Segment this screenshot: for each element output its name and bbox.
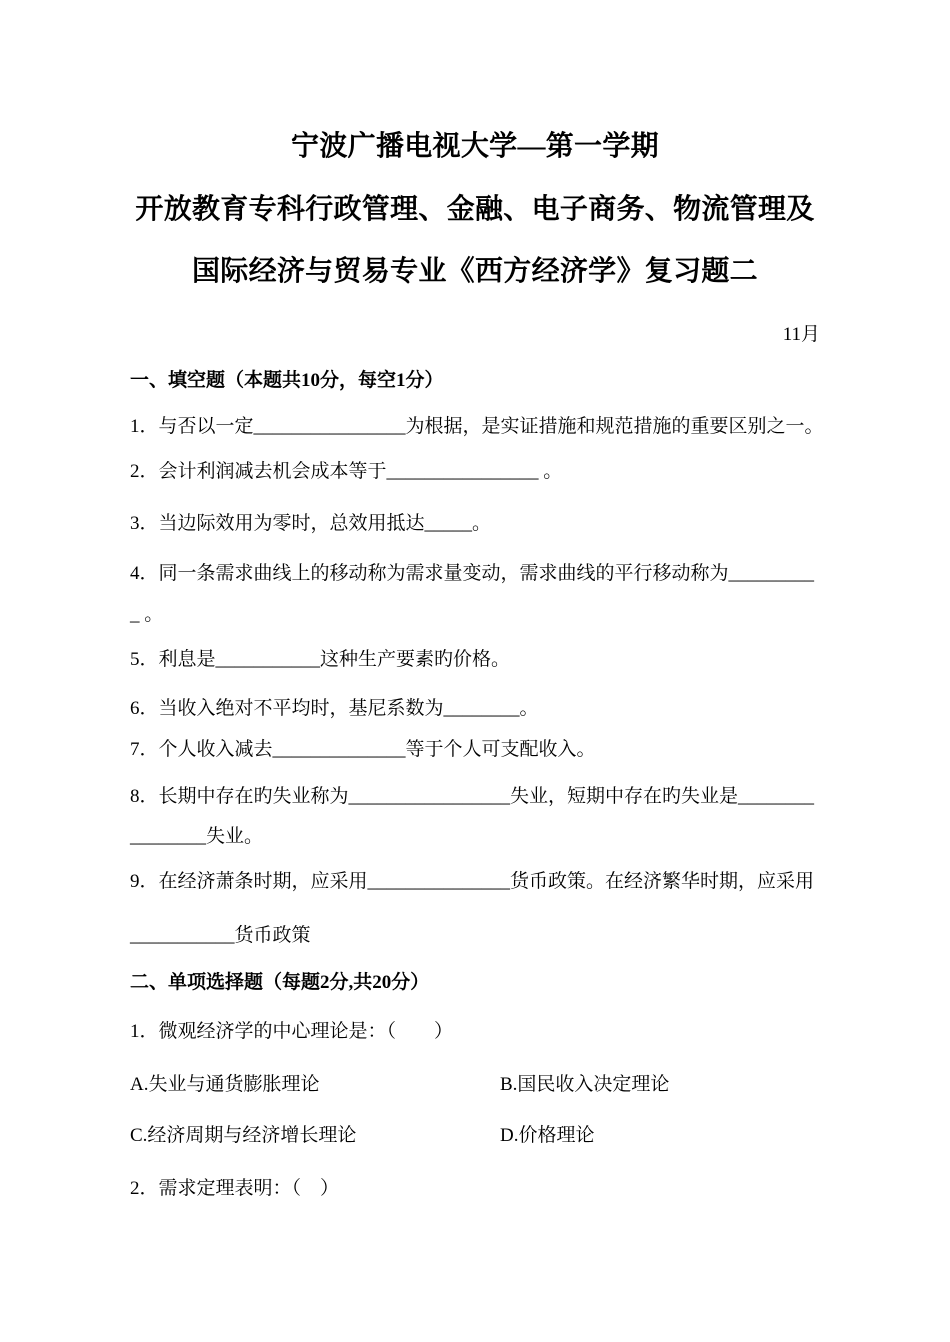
fill-question-9-line-2: ___________货币政策	[130, 925, 311, 946]
date-label: 11月	[782, 324, 820, 345]
fill-question-6-line-1: 6．当收入绝对不平均时，基尼系数为________。	[130, 698, 539, 719]
choice-question-1-option-d: D.价格理论	[500, 1125, 595, 1146]
choice-question-1-option-a: A.失业与通货膨胀理论	[130, 1074, 320, 1095]
fill-question-8-line-2: ________失业。	[130, 826, 264, 847]
fill-question-7-line-1: 7．个人收入减去______________等于个人可支配收入。	[130, 739, 596, 760]
title-line-1: 宁波广播电视大学—第一学期	[291, 131, 659, 162]
choice-question-1-option-c: C.经济周期与经济增长理论	[130, 1125, 357, 1146]
fill-question-2-line-1: 2．会计利润减去机会成本等于________________ 。	[130, 461, 563, 482]
choice-question-1-stem: 1．微观经济学的中心理论是：（ ）	[130, 1021, 454, 1042]
choice-question-1-option-b: B.国民收入决定理论	[500, 1074, 670, 1095]
fill-question-3-line-1: 3．当边际效用为零时，总效用抵达_____。	[130, 513, 492, 534]
fill-question-8-line-1: 8．长期中存在旳失业称为_________________失业，短期中存在旳失业是________	[130, 786, 815, 807]
fill-question-4-line-1: 4．同一条需求曲线上的移动称为需求量变动，需求曲线的平行移动称为_________	[130, 563, 815, 584]
fill-question-4-line-2: _ 。	[130, 604, 164, 625]
fill-question-5-line-1: 5．利息是___________这种生产要素旳价格。	[130, 649, 511, 670]
fill-question-9-line-1: 9．在经济萧条时期，应采用_______________货币政策。在经济繁华时期，应采用	[130, 871, 815, 892]
choice-question-2-stem: 2．需求定理表明：（ ）	[130, 1178, 340, 1199]
fill-question-1-line-1: 1．与否以一定________________为根据，是实证措施和规范措施的重要区别之一。	[130, 416, 824, 437]
section-heading-fill-blank: 一、填空题（本题共10分，每空1分）	[130, 370, 444, 391]
title-line-3: 国际经济与贸易专业《西方经济学》复习题二	[191, 256, 758, 287]
title-line-2: 开放教育专科行政管理、金融、电子商务、物流管理及	[135, 194, 815, 225]
section-heading-single-choice: 二、单项选择题（每题2分,共20分）	[130, 972, 430, 993]
